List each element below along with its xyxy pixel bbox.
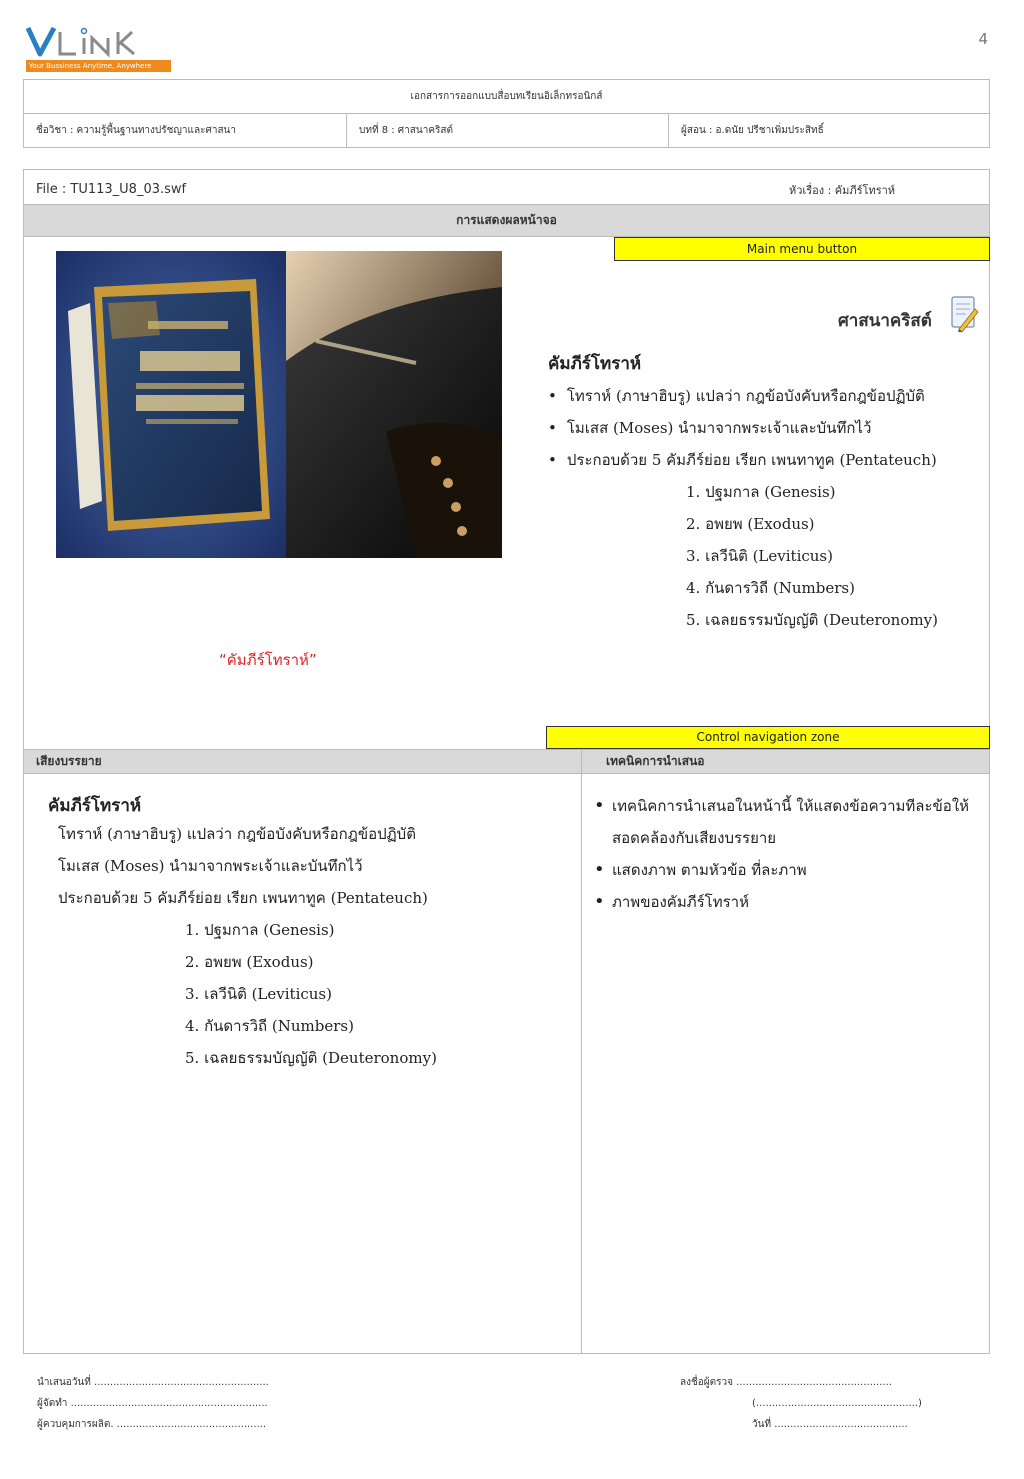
screen-book-item: 4. กันดารวิถี (Numbers) (686, 579, 855, 597)
page-number: 4 (978, 30, 988, 48)
screen-heading: คัมภีร์โทราห์ (548, 354, 642, 374)
main-menu-button[interactable]: Main menu button (614, 237, 990, 261)
note-pencil-icon[interactable] (949, 295, 979, 333)
screen-bullet: • ประกอบด้วย 5 คัมภีร์ย่อย เรียก เพนทาทูค (Pentateuch) (548, 444, 937, 476)
logo-tagline: Your Bussiness Anytime, Anywhere (26, 60, 171, 72)
narration-lines (58, 818, 428, 914)
reviewer-signature-line: ลงชื่อผู้ตรวจ ................................................. (680, 1377, 892, 1388)
review-date-line: วันที่ .......................................... (752, 1419, 908, 1430)
vlink-logo (26, 24, 171, 74)
instructor-cell: ผู้สอน : อ.ดนัย ปรีชาเพิ่มประสิทธิ์ (668, 114, 989, 148)
column-divider (581, 749, 582, 1353)
screen-book-list (686, 476, 938, 636)
screen-book-item: 3. เลวีนิติ (Leviticus) (686, 547, 833, 565)
vlink-logo-mark (26, 24, 171, 60)
topic-label: หัวเรื่อง : คัมภีร์โทราห์ (789, 184, 896, 197)
approval-footer (37, 1373, 957, 1443)
header-info-row (24, 114, 989, 148)
torah-book-photo (56, 251, 286, 558)
holy-bible-photo (286, 251, 502, 558)
document-title: เอกสารการออกแบบสื่อบทเรียนอิเล็กทรอนิกส์ (24, 80, 989, 114)
presented-date-line: นำเสนอวันที่ ....................................................... (37, 1377, 269, 1388)
screen-book-item: 1. ปฐมกาล (Genesis) (686, 483, 836, 501)
producer-line: ผู้จัดทำ .............................................................. (37, 1398, 268, 1409)
screen-book-item: 5. เฉลยธรรมบัญญัติ (Deuteronomy) (686, 611, 938, 629)
narration-book-item: 4. กันดารวิถี (Numbers) (185, 1017, 354, 1035)
technique-list (594, 790, 984, 918)
narration-line: ประกอบด้วย 5 คัมภีร์ย่อย เรียก เพนทาทูค (Pentateuch) (58, 889, 428, 907)
technique-item: • เทคนิคการนำเสนอในหน้านี้ ให้แสดงข้อความทีละข้อให้สอดคล้องกับเสียงบรรยาย (594, 790, 984, 854)
image-caption: “คัมภีร์โทราห์” (219, 651, 317, 669)
storyboard-frame (23, 169, 990, 1354)
technique-item: • ภาพของคัมภีร์โทราห์ (594, 886, 984, 918)
screen-book-item: 2. อพยพ (Exodus) (686, 515, 815, 533)
display-section-header: การแสดงผลหน้าจอ (24, 204, 989, 237)
control-navigation-zone[interactable]: Control navigation zone (546, 726, 990, 749)
document-header (23, 79, 990, 148)
narration-book-item: 2. อพยพ (Exodus) (185, 953, 314, 971)
screen-bullet: • โมเสส (Moses) นำมาจากพระเจ้าและบันทึกไว้ (548, 412, 937, 444)
bottom-section-header (24, 749, 989, 774)
narration-book-list (185, 914, 437, 1074)
narration-line: โทราห์ (ภาษาฮิบรู) แปลว่า กฎข้อบังคับหรือกฎข้อปฏิบัติ (58, 825, 416, 843)
technique-label: เทคนิคการนำเสนอ (606, 754, 705, 768)
file-name: File : TU113_U8_03.swf (36, 182, 187, 197)
narration-heading: คัมภีร์โทราห์ (48, 796, 142, 816)
narration-label: เสียงบรรยาย (36, 754, 102, 768)
subject-cell: ชื่อวิชา : ความรู้พื้นฐานทางปรัชญาและศาสนา (36, 125, 237, 136)
religion-title: ศาสนาคริสต์ (838, 311, 932, 331)
narration-line: โมเสส (Moses) นำมาจากพระเจ้าและบันทึกไว้ (58, 857, 363, 875)
chapter-cell: บทที่ 8 : ศาสนาคริสต์ (346, 114, 668, 148)
reviewer-name-line: (...................................................) (752, 1398, 922, 1409)
file-row (24, 170, 989, 204)
screen-bullet: • โทราห์ (ภาษาฮิบรู) แปลว่า กฎข้อบังคับหรือกฎข้อปฏิบัติ (548, 380, 937, 412)
narration-book-item: 3. เลวีนิติ (Leviticus) (185, 985, 332, 1003)
technique-item: • แสดงภาพ ตามหัวข้อ ที่ละภาพ (594, 854, 984, 886)
narration-book-item: 5. เฉลยธรรมบัญญัติ (Deuteronomy) (185, 1049, 437, 1067)
narration-book-item: 1. ปฐมกาล (Genesis) (185, 921, 335, 939)
supervisor-line: ผู้ควบคุมการผลิต. ............................................... (37, 1419, 267, 1430)
screen-bullet-list (548, 380, 937, 476)
